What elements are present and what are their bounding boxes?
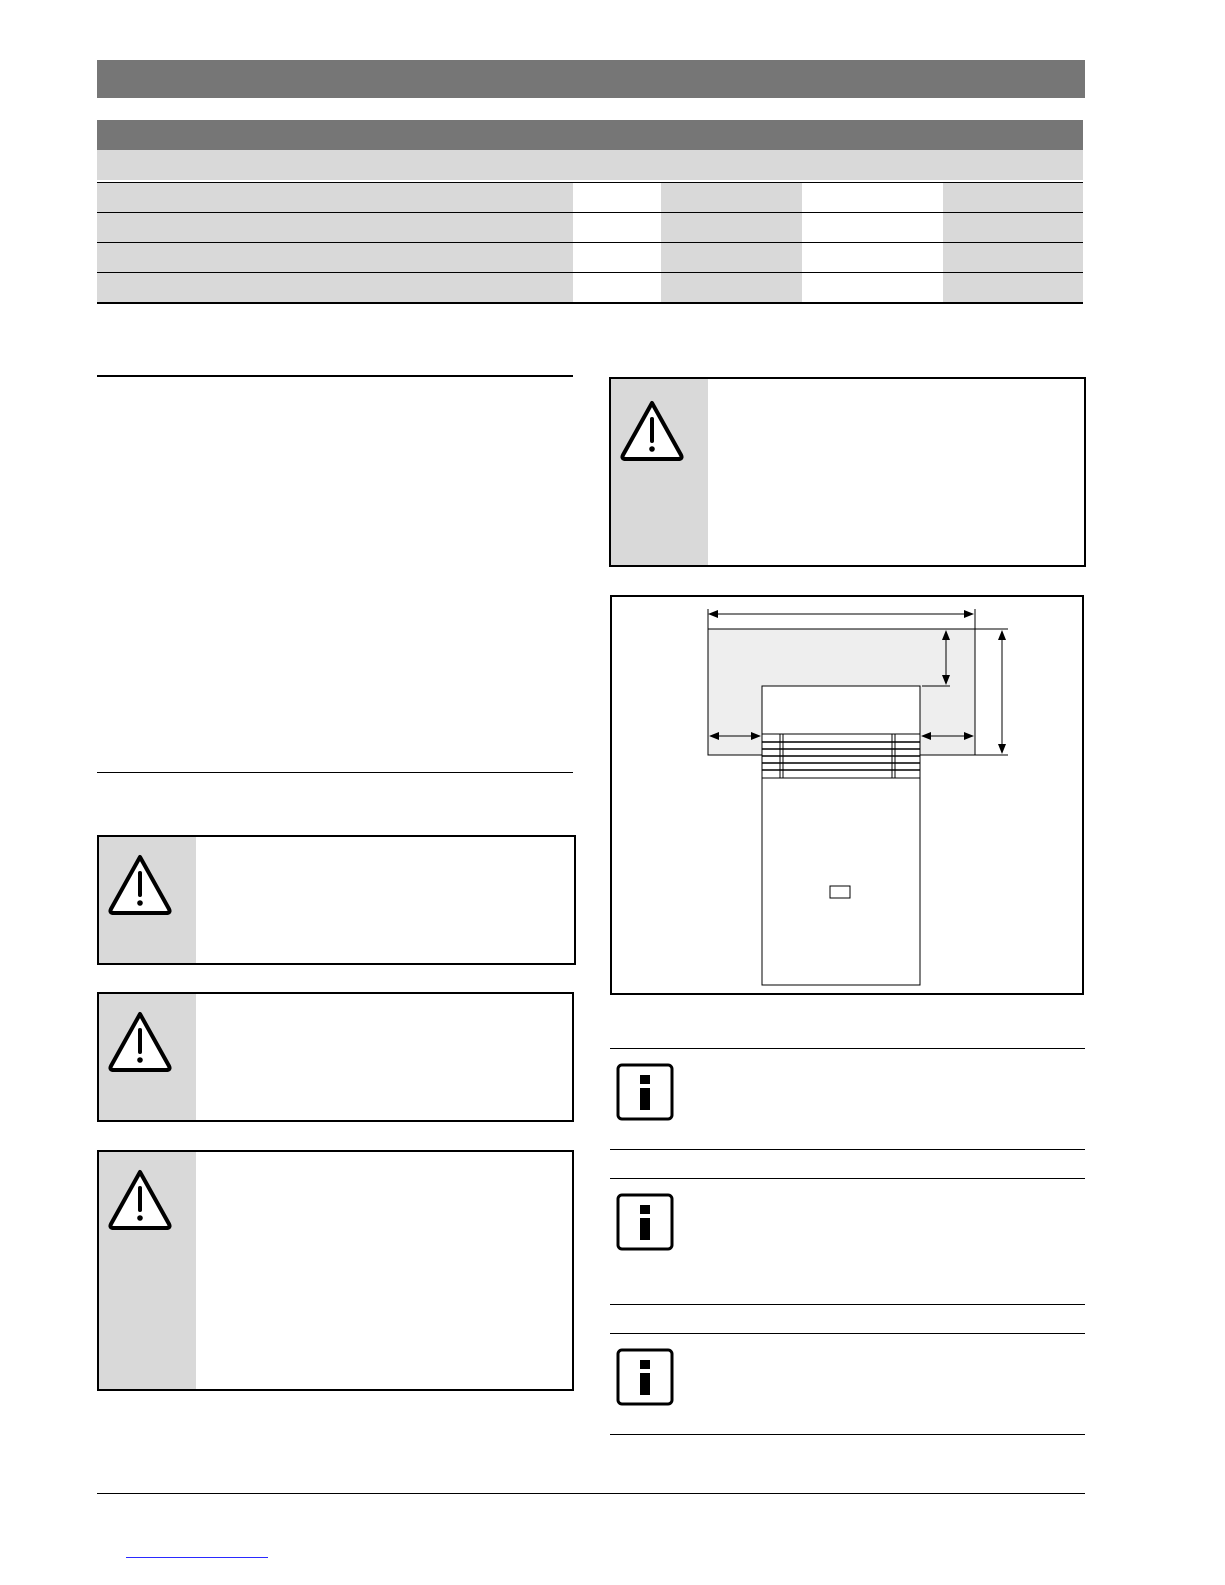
table-cell [573, 243, 661, 272]
table-cell [573, 213, 661, 242]
table-cell [97, 243, 573, 272]
table-header [97, 120, 1083, 150]
warning-triangle-icon [105, 1008, 175, 1074]
table-cell [97, 273, 573, 302]
table-cell [573, 183, 661, 212]
table-cell [97, 183, 573, 212]
appliance-top [762, 686, 920, 734]
header-bar [97, 60, 1085, 98]
info-icon [616, 1063, 674, 1121]
info-icon [616, 1348, 674, 1406]
table-cell [802, 183, 943, 212]
warning-box [97, 1150, 574, 1391]
footer-rule [97, 1493, 1085, 1494]
table-cell [802, 273, 943, 302]
warning-triangle-icon [105, 1166, 175, 1232]
table-subheader [97, 150, 1083, 182]
table-row [97, 182, 1083, 212]
table-cell [943, 243, 1083, 272]
table-cell [943, 183, 1083, 212]
info-box [610, 1333, 1085, 1435]
table-cell [943, 213, 1083, 242]
table-cell [661, 213, 802, 242]
diagram-drawing [612, 597, 1082, 993]
table-row [97, 212, 1083, 242]
clearance-diagram [610, 595, 1084, 995]
data-table [97, 120, 1083, 304]
info-box [610, 1178, 1085, 1305]
info-box [610, 1048, 1085, 1150]
table-cell [943, 273, 1083, 302]
info-icon [616, 1193, 674, 1251]
warning-triangle-icon [105, 851, 175, 917]
warning-box [97, 992, 574, 1122]
warning-box [97, 835, 576, 965]
table-cell [802, 213, 943, 242]
section-rule [97, 375, 573, 377]
warning-box [609, 377, 1086, 567]
table-cell [573, 273, 661, 302]
footer-link[interactable] [126, 1557, 268, 1558]
warning-triangle-icon [617, 397, 687, 463]
section-rule [97, 772, 573, 773]
table-cell [97, 213, 573, 242]
table-row [97, 242, 1083, 272]
table-cell [661, 183, 802, 212]
table-cell [661, 243, 802, 272]
table-cell [802, 243, 943, 272]
appliance-body [762, 778, 920, 985]
table-cell [661, 273, 802, 302]
table-row [97, 272, 1083, 304]
appliance-display [830, 886, 850, 898]
